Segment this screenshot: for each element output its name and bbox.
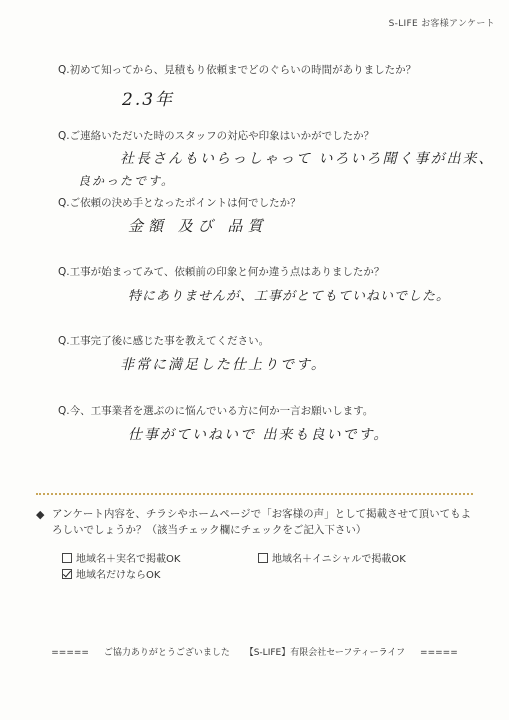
question-2: Q.ご連絡いただいた時のスタッフの対応や印象はいかがでしたか？ — [58, 130, 375, 142]
answer-4: 特にありませんが、工事がとてもていねいでした。 — [128, 289, 451, 304]
footer — [0, 645, 509, 658]
footer-rule-right: ===== — [420, 648, 458, 658]
section-divider — [36, 493, 473, 495]
answer-2-line-2: 良かったです。 — [78, 174, 176, 188]
option-region-only[interactable] — [62, 566, 160, 581]
option-label: 地域名だけならOK — [76, 570, 161, 581]
question-1: Q.初めて知ってから、見積もり依頼までどのぐらいの時間がありましたか？ — [58, 64, 417, 76]
footer-company: 【S-LIFE】有限会社セーフティーライフ — [244, 648, 406, 658]
question-3: Q.ご依頼の決め手となったポイントは何でしたか？ — [58, 197, 301, 209]
answer-6: 仕事がていねいで 出来も良いです。 — [128, 427, 390, 443]
diamond-icon: ◆ — [36, 508, 45, 521]
answer-1: 2.3年 — [122, 90, 175, 110]
footer-thanks: ご協力ありがとうございました — [103, 648, 230, 658]
option-label: 地域名＋実名で掲載OK — [76, 554, 181, 565]
option-real-name[interactable] — [62, 550, 180, 565]
checkbox-icon[interactable] — [258, 553, 268, 563]
answer-2-line-1: 社長さんもいらっしゃって いろいろ聞く事が出来、 — [120, 151, 495, 167]
answer-3: 金額 及び 品質 — [128, 217, 268, 235]
publication-consent-notice — [36, 506, 472, 538]
survey-header: S-LIFE お客様アンケート — [388, 19, 495, 29]
option-initials[interactable] — [258, 550, 406, 565]
option-label: 地域名＋イニシャルで掲載OK — [272, 554, 406, 565]
question-5: Q.工事完了後に感じた事を教えてください。 — [58, 335, 270, 347]
question-4: Q.工事が始まってみて、依頼前の印象と何か違う点はありましたか？ — [58, 266, 385, 278]
question-6: Q.今、工事業者を選ぶのに悩んでいる方に何か一言お願いします。 — [58, 405, 374, 417]
notice-text: アンケート内容を、チラシやホームページで「お客様の声」として掲載させて頂いてもよろしいでしょうか？（該当チェック欄にチェックをご記入下さい） — [52, 508, 472, 536]
answer-5: 非常に満足した仕上りです。 — [120, 357, 327, 373]
footer-rule-left: ===== — [51, 648, 89, 658]
checkbox-icon[interactable] — [62, 553, 72, 563]
checked-checkbox-icon[interactable] — [62, 569, 72, 579]
